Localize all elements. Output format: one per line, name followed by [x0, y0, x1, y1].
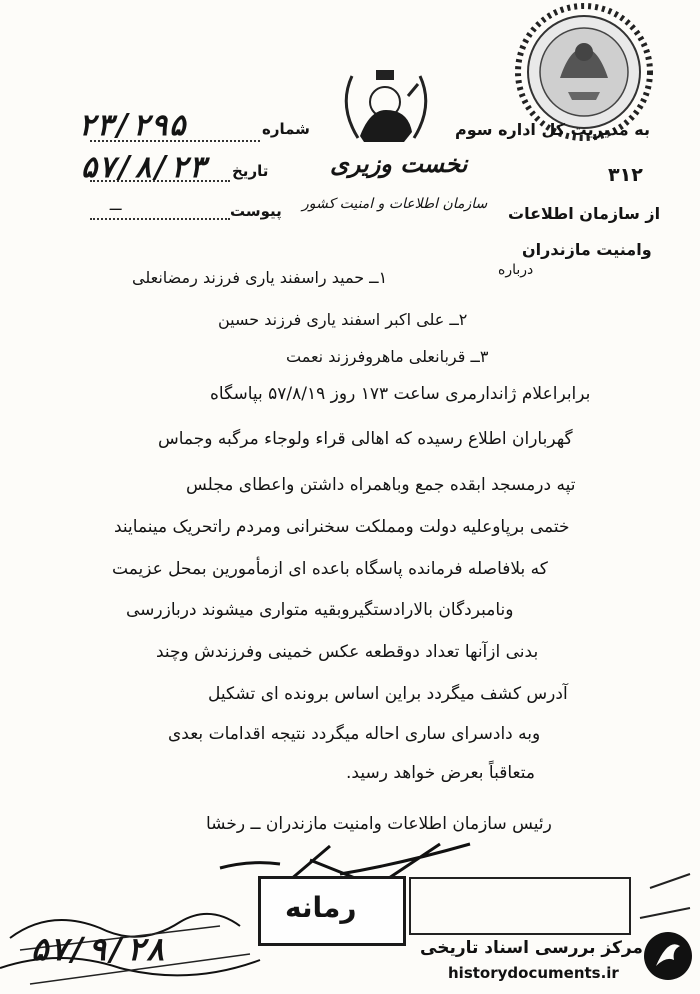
watermark-center-name: مرکز بررسی اسناد تاریخی — [420, 938, 643, 958]
stamp-text: رمانه — [285, 891, 357, 924]
bottom-left-handwritten-date: ۵۷/۹/۲۸ — [30, 930, 165, 968]
subject-item-3: ۳ــ قربانعلی ماهروفرزند نعمت — [286, 347, 489, 366]
date-label: تاریخ — [232, 162, 269, 180]
organization-title: نخست وزیری — [330, 150, 468, 178]
body-line-5: که بلافاصله فرمانده پاسگاه باعده ای ازمأمورین بمحل عزیمت — [112, 559, 548, 579]
body-line-10: متعاقباً بعرض خواهد رسید. — [346, 763, 535, 783]
subject-label: درباره — [498, 262, 534, 278]
sender-line-2: وامنیت مازندران — [522, 240, 652, 259]
body-line-2: گهرباران اطلاع رسیده که اهالی قراء ولوجاء مرگبه وجماس — [158, 429, 573, 449]
organization-subtitle: سازمان اطلاعات و امنیت کشور — [302, 196, 488, 212]
body-line-9: وبه دادسرای ساری احاله میگردد نتیجه اقدامات بعدی — [168, 724, 541, 744]
subject-item-2: ۲ــ علی اکبر اسفند یاری فرزند حسین — [218, 310, 468, 329]
body-line-1: برابراعلام ژاندارمری ساعت ۱۷۳ روز ۵۷/۸/۱۹ بپاسگاه — [210, 384, 591, 404]
stamp-box — [258, 876, 406, 946]
addressee-line: به مدیریت کل اداره سوم — [455, 120, 650, 139]
signature-line: رئیس سازمان اطلاعات وامنیت مازندران ــ رخشا — [206, 814, 552, 834]
body-line-6: ونامبردگان بالارادستگیروبقیه متواری میشوند دربازرسی — [126, 600, 514, 620]
subject-item-1: ۱ــ حمید راسفند یاری فرزند رمضانعلی — [132, 268, 388, 287]
number-label: شماره — [262, 120, 310, 138]
body-line-3: تپه درمسجد ابقده جمع وباهمراه داشتن واعطای مجلس — [186, 475, 576, 495]
reference-number: ۳۱۲ — [608, 164, 643, 186]
body-line-4: ختمی برپاوعلیه دولت ومملکت سخنرانی ومردم راتحریک مینمایند — [114, 517, 570, 537]
watermark-url: historydocuments.ir — [448, 964, 619, 982]
attachment-label: پیوست — [230, 202, 282, 220]
body-line-8: آدرس کشف میگردد براین اساس برونده ای تشکیل — [208, 684, 568, 704]
number-value: ۲۳/۲۹۵ — [78, 108, 187, 143]
date-value: ۵۷/۸/۲۳ — [80, 150, 207, 185]
body-line-7: بدنی ازآنها تعداد دوقطعه عکس خمینی وفرزندش وچند — [156, 642, 539, 662]
sender-line: از سازمان اطلاعات — [508, 204, 661, 223]
history-documents-logo-icon — [640, 928, 696, 984]
attachment-value: — — [110, 196, 123, 220]
